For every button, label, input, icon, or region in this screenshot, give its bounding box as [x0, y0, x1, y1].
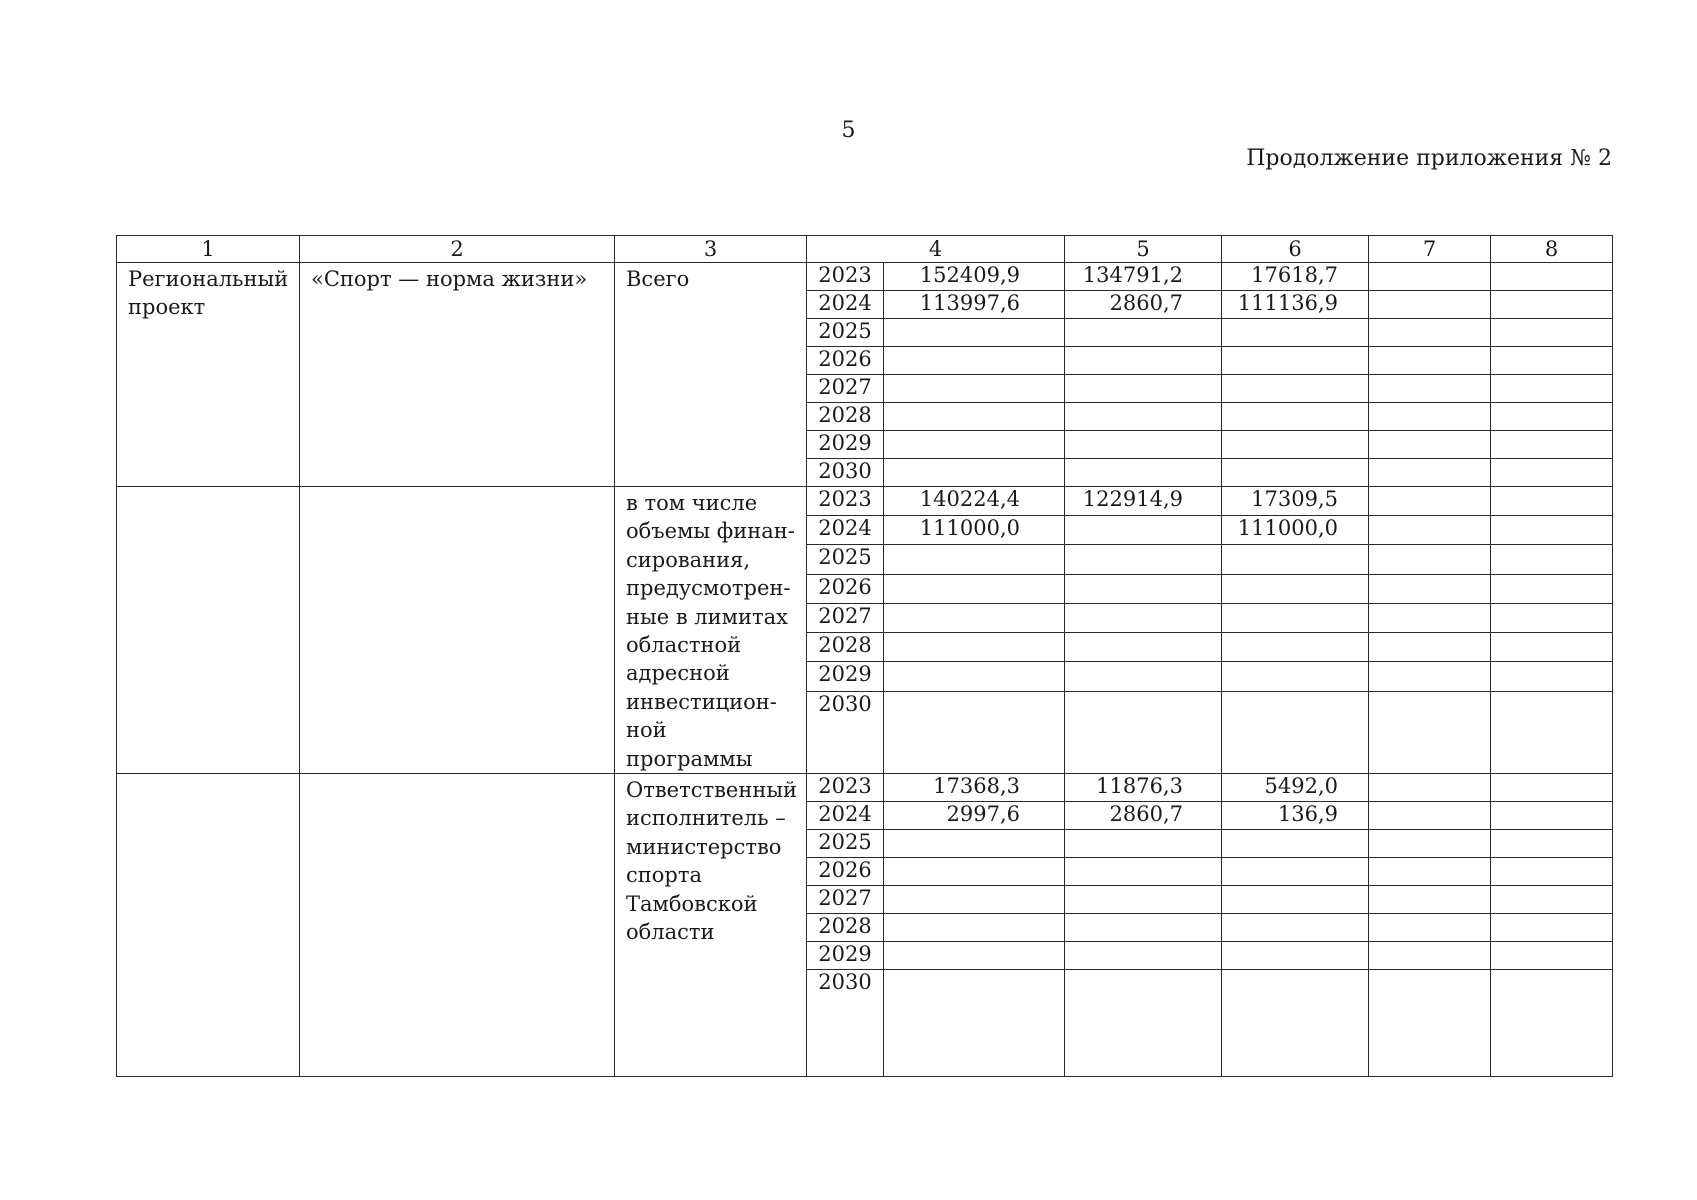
column-8-cell: [1491, 487, 1613, 516]
federal-budget-cell: 2860,7: [1065, 802, 1222, 830]
total-cell: [884, 942, 1065, 970]
regional-budget-cell: [1222, 662, 1369, 691]
federal-budget-cell: [1065, 319, 1222, 347]
year-cell: 2023: [807, 487, 884, 516]
year-cell: 2027: [807, 886, 884, 914]
regional-budget-cell: [1222, 459, 1369, 487]
table-row: [117, 774, 1613, 802]
column-8-cell: [1491, 431, 1613, 459]
column-7-cell: [1369, 802, 1491, 830]
federal-budget-cell: [1065, 886, 1222, 914]
total-cell: [884, 375, 1065, 403]
federal-budget-cell: [1065, 830, 1222, 858]
column-header: 6: [1222, 236, 1369, 263]
regional-budget-cell: [1222, 403, 1369, 431]
federal-budget-cell: [1065, 633, 1222, 662]
regional-budget-cell: [1222, 319, 1369, 347]
column-7-cell: [1369, 574, 1491, 603]
regional-budget-cell: [1222, 914, 1369, 942]
year-cell: 2023: [807, 774, 884, 802]
regional-budget-cell: [1222, 970, 1369, 1077]
regional-budget-cell: [1222, 691, 1369, 774]
column-7-cell: [1369, 545, 1491, 574]
column-8-cell: [1491, 574, 1613, 603]
column-header: 4: [807, 236, 1065, 263]
total-cell: 17368,3: [884, 774, 1065, 802]
table-row: [117, 263, 1613, 291]
column-8-cell: [1491, 263, 1613, 291]
column-8-cell: [1491, 691, 1613, 774]
project-name-cell: [300, 774, 615, 1077]
year-cell: 2027: [807, 375, 884, 403]
column-8-cell: [1491, 375, 1613, 403]
federal-budget-cell: 2860,7: [1065, 291, 1222, 319]
column-7-cell: [1369, 487, 1491, 516]
year-cell: 2030: [807, 970, 884, 1077]
federal-budget-cell: 11876,3: [1065, 774, 1222, 802]
funding-source-label: Ответственный исполнитель – министерство спорта Тамбовской области: [615, 774, 807, 1077]
project-type-cell: Региональный проект: [117, 263, 300, 487]
year-cell: 2029: [807, 942, 884, 970]
column-number-row: [117, 236, 1613, 263]
column-7-cell: [1369, 970, 1491, 1077]
year-cell: 2029: [807, 662, 884, 691]
column-7-cell: [1369, 431, 1491, 459]
project-name-cell: [300, 487, 615, 774]
federal-budget-cell: 122914,9: [1065, 487, 1222, 516]
regional-budget-cell: [1222, 830, 1369, 858]
year-cell: 2028: [807, 633, 884, 662]
table-row: [117, 487, 1613, 516]
federal-budget-cell: [1065, 942, 1222, 970]
regional-budget-cell: 5492,0: [1222, 774, 1369, 802]
column-8-cell: [1491, 633, 1613, 662]
regional-budget-cell: 111136,9: [1222, 291, 1369, 319]
column-8-cell: [1491, 603, 1613, 632]
total-cell: [884, 858, 1065, 886]
year-cell: 2030: [807, 459, 884, 487]
federal-budget-cell: [1065, 403, 1222, 431]
federal-budget-cell: [1065, 347, 1222, 375]
column-7-cell: [1369, 403, 1491, 431]
federal-budget-cell: 134791,2: [1065, 263, 1222, 291]
year-cell: 2025: [807, 319, 884, 347]
column-header: 5: [1065, 236, 1222, 263]
total-cell: 152409,9: [884, 263, 1065, 291]
total-cell: [884, 347, 1065, 375]
regional-budget-cell: [1222, 633, 1369, 662]
federal-budget-cell: [1065, 516, 1222, 545]
column-7-cell: [1369, 914, 1491, 942]
column-header: 8: [1491, 236, 1613, 263]
column-7-cell: [1369, 375, 1491, 403]
federal-budget-cell: [1065, 970, 1222, 1077]
total-cell: [884, 319, 1065, 347]
total-cell: [884, 459, 1065, 487]
total-cell: 111000,0: [884, 516, 1065, 545]
federal-budget-cell: [1065, 914, 1222, 942]
total-cell: [884, 662, 1065, 691]
page-number: 5: [841, 118, 856, 143]
regional-budget-cell: 17618,7: [1222, 263, 1369, 291]
project-type-cell: [117, 774, 300, 1077]
year-cell: 2030: [807, 691, 884, 774]
regional-budget-cell: [1222, 603, 1369, 632]
year-cell: 2028: [807, 403, 884, 431]
column-8-cell: [1491, 774, 1613, 802]
total-cell: [884, 970, 1065, 1077]
column-8-cell: [1491, 970, 1613, 1077]
column-8-cell: [1491, 319, 1613, 347]
year-cell: 2026: [807, 347, 884, 375]
column-8-cell: [1491, 459, 1613, 487]
total-cell: [884, 403, 1065, 431]
total-cell: [884, 545, 1065, 574]
column-header: 1: [117, 236, 300, 263]
year-cell: 2029: [807, 431, 884, 459]
year-cell: 2025: [807, 545, 884, 574]
federal-budget-cell: [1065, 858, 1222, 886]
column-header: 3: [615, 236, 807, 263]
column-7-cell: [1369, 691, 1491, 774]
column-8-cell: [1491, 403, 1613, 431]
federal-budget-cell: [1065, 375, 1222, 403]
year-cell: 2024: [807, 291, 884, 319]
total-cell: [884, 431, 1065, 459]
column-7-cell: [1369, 291, 1491, 319]
year-cell: 2026: [807, 574, 884, 603]
column-8-cell: [1491, 914, 1613, 942]
regional-budget-cell: [1222, 574, 1369, 603]
column-header: 2: [300, 236, 615, 263]
funding-source-label: Всего: [615, 263, 807, 487]
federal-budget-cell: [1065, 431, 1222, 459]
year-cell: 2024: [807, 516, 884, 545]
funding-table: [116, 235, 1613, 1077]
year-cell: 2023: [807, 263, 884, 291]
regional-budget-cell: [1222, 545, 1369, 574]
project-type-cell: [117, 487, 300, 774]
column-8-cell: [1491, 802, 1613, 830]
total-cell: [884, 691, 1065, 774]
year-cell: 2025: [807, 830, 884, 858]
federal-budget-cell: [1065, 574, 1222, 603]
column-7-cell: [1369, 603, 1491, 632]
column-8-cell: [1491, 886, 1613, 914]
column-7-cell: [1369, 858, 1491, 886]
column-7-cell: [1369, 942, 1491, 970]
column-8-cell: [1491, 291, 1613, 319]
column-8-cell: [1491, 662, 1613, 691]
column-7-cell: [1369, 662, 1491, 691]
regional-budget-cell: [1222, 886, 1369, 914]
total-cell: [884, 914, 1065, 942]
federal-budget-cell: [1065, 459, 1222, 487]
regional-budget-cell: 111000,0: [1222, 516, 1369, 545]
column-7-cell: [1369, 319, 1491, 347]
total-cell: 113997,6: [884, 291, 1065, 319]
regional-budget-cell: [1222, 942, 1369, 970]
column-8-cell: [1491, 830, 1613, 858]
funding-source-label: в том числе объемы финан-сирования, предусмотрен-ные в лимитах областной адресной инвестицион-ной программы: [615, 487, 807, 774]
column-header: 7: [1369, 236, 1491, 263]
federal-budget-cell: [1065, 662, 1222, 691]
project-name-cell: «Спорт — норма жизни»: [300, 263, 615, 487]
regional-budget-cell: [1222, 375, 1369, 403]
column-7-cell: [1369, 774, 1491, 802]
total-cell: 2997,6: [884, 802, 1065, 830]
total-cell: [884, 830, 1065, 858]
year-cell: 2028: [807, 914, 884, 942]
total-cell: 140224,4: [884, 487, 1065, 516]
total-cell: [884, 574, 1065, 603]
federal-budget-cell: [1065, 603, 1222, 632]
regional-budget-cell: [1222, 347, 1369, 375]
column-7-cell: [1369, 886, 1491, 914]
column-7-cell: [1369, 516, 1491, 545]
column-8-cell: [1491, 347, 1613, 375]
total-cell: [884, 603, 1065, 632]
appendix-continuation-note: Продолжение приложения № 2: [1246, 146, 1612, 171]
regional-budget-cell: [1222, 858, 1369, 886]
regional-budget-cell: 17309,5: [1222, 487, 1369, 516]
regional-budget-cell: [1222, 431, 1369, 459]
column-7-cell: [1369, 263, 1491, 291]
year-cell: 2026: [807, 858, 884, 886]
column-7-cell: [1369, 830, 1491, 858]
column-8-cell: [1491, 516, 1613, 545]
year-cell: 2027: [807, 603, 884, 632]
column-7-cell: [1369, 347, 1491, 375]
year-cell: 2024: [807, 802, 884, 830]
federal-budget-cell: [1065, 691, 1222, 774]
total-cell: [884, 886, 1065, 914]
column-8-cell: [1491, 942, 1613, 970]
column-7-cell: [1369, 633, 1491, 662]
total-cell: [884, 633, 1065, 662]
column-8-cell: [1491, 858, 1613, 886]
regional-budget-cell: 136,9: [1222, 802, 1369, 830]
federal-budget-cell: [1065, 545, 1222, 574]
column-7-cell: [1369, 459, 1491, 487]
column-8-cell: [1491, 545, 1613, 574]
